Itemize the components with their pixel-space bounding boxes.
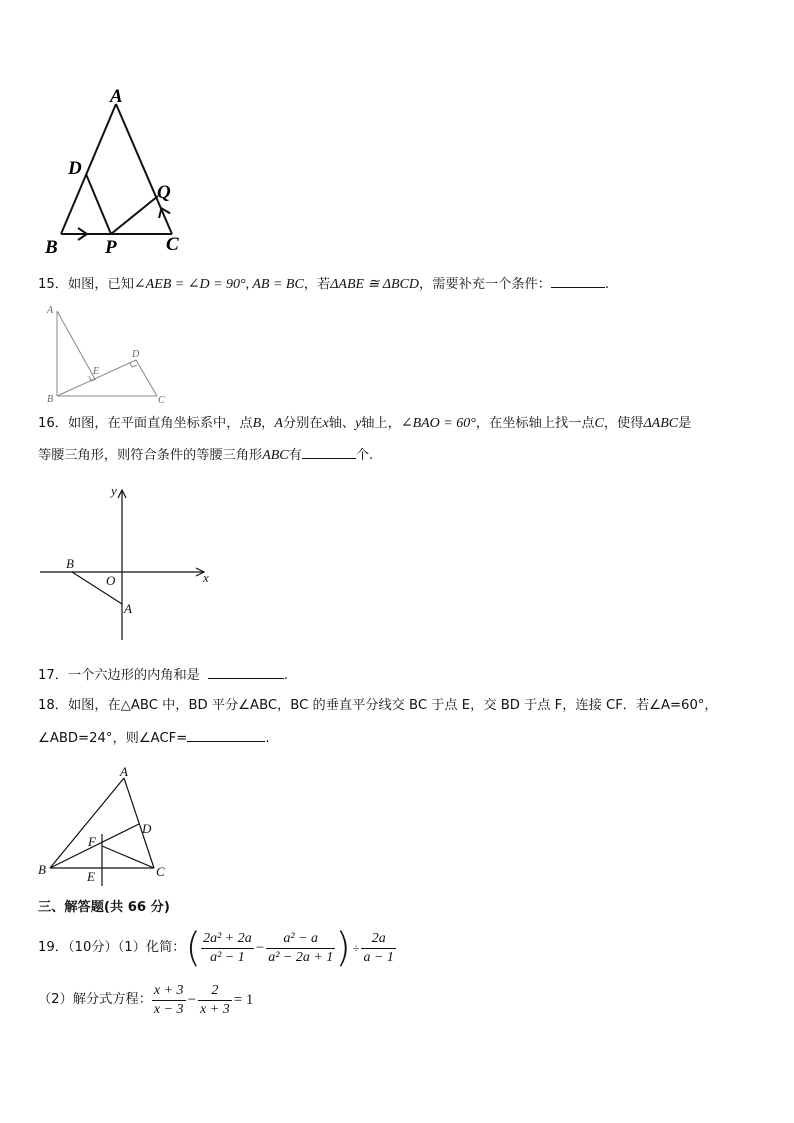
q15-math-angles: ∠AEB = ∠D = 90°, AB = BC [133, 277, 304, 292]
label-D: D [142, 821, 152, 836]
label-D: D [132, 349, 140, 360]
q18-text: ∠ABD=24°，则∠ACF= [38, 731, 188, 746]
q16-sep: ， [261, 416, 275, 431]
divide-sign: ÷ [352, 941, 360, 955]
q16-triangle: ΔABC [643, 416, 679, 431]
q16-point-B: B [252, 416, 262, 431]
question-15 [38, 274, 609, 295]
fraction-3: $\frac{2a}{a - 1}$ [363, 930, 394, 965]
q16-text: 个. [355, 448, 374, 463]
label-A: A [47, 305, 54, 316]
question-17 [38, 665, 288, 686]
label-B: B [66, 556, 74, 571]
fraction-4: $\frac{x + 3}{x - 3}$ [153, 982, 184, 1017]
label-A: A [124, 601, 132, 616]
label-F: F [88, 834, 96, 849]
label-C: C [166, 234, 179, 255]
q15-answer-blank [551, 274, 605, 288]
q16-angle: ∠BAO = 60° [400, 416, 476, 431]
question-18-line-1 [38, 696, 718, 716]
label-C: C [156, 864, 165, 879]
label-B: B [47, 394, 54, 404]
figure-q18 [36, 762, 176, 888]
q16-text: 有 [288, 448, 302, 463]
question-16-line-2 [38, 445, 373, 466]
q15-prefix: 如图，已知 [67, 277, 134, 292]
q16-point-A: A [274, 416, 283, 431]
label-B: B [38, 862, 46, 877]
q16-text: 轴上， [361, 416, 401, 431]
q16-text: 轴、 [328, 416, 356, 431]
label-E: E [87, 869, 95, 884]
fraction-2: $\frac{\text{a² − a}}{\text{a² − 2a + 1}}$ [268, 930, 334, 965]
q16-text: 如图，在平面直角坐标系中，点 [67, 416, 253, 431]
fraction-5: $\frac{2}{x + 3}$ [200, 982, 230, 1017]
label-E: E [93, 366, 100, 377]
label-D: D [68, 158, 82, 179]
minus-sign: − [187, 992, 197, 1008]
question-18-line-2 [38, 728, 270, 749]
question-16-line-1 [38, 414, 691, 434]
q15-number: 15． [38, 277, 68, 292]
equals-one: = 1 [233, 992, 254, 1008]
label-y: y [111, 483, 117, 498]
q17-end: . [283, 668, 289, 683]
q18-answer-blank [187, 728, 265, 742]
q16-number: 16． [38, 416, 68, 431]
q15-suffix: ，需要补充一个条件： [419, 277, 551, 292]
q16-text: ，在坐标轴上找一点 [475, 416, 595, 431]
label-P: P [105, 237, 117, 258]
section-heading: 三、解答题(共 66 分) [38, 900, 170, 915]
label-Q: Q [157, 182, 171, 203]
right-paren: ) [335, 925, 351, 971]
q19-prefix: 19．（10分）（1）化简： [38, 940, 186, 955]
label-A: A [120, 764, 128, 779]
q16-x-axis: x [322, 416, 329, 431]
label-C: C [158, 395, 165, 404]
figure-q15 [42, 302, 172, 404]
q15-end: . [604, 277, 610, 292]
q16-y-axis: y [355, 416, 362, 431]
question-19-part-2 [38, 978, 255, 1023]
label-x: x [203, 570, 209, 585]
fraction-1: $\frac{\text{2a² + 2a}}{\text{a² − 1}}$ [203, 930, 252, 965]
minus-sign: − [255, 940, 265, 956]
q16-text: 分别在 [282, 416, 323, 431]
label-O: O [106, 573, 116, 588]
q18-end: . [265, 731, 270, 746]
q16-point-C: C [594, 416, 604, 431]
left-paren: ( [185, 925, 202, 971]
question-19-part-1 [38, 924, 396, 973]
q15-math-congruent: ΔABE ≅ ΔBCD [330, 277, 420, 292]
q16-text: ，使得 [603, 416, 644, 431]
q19-part2-prefix: （2）解分式方程： [38, 992, 152, 1007]
q17-text: 17．一个六边形的内角和是 [38, 668, 200, 683]
q16-text: 等腰三角形，则符合条件的等腰三角形 [38, 448, 263, 463]
q16-text: 是 [678, 416, 692, 431]
q15-mid: ，若 [303, 277, 331, 292]
label-B: B [45, 237, 58, 258]
label-A: A [110, 86, 123, 107]
q18-text: 18．如图，在△ABC 中，BD 平分∠ABC，BC 的垂直平分线交 BC 于点 E，交 BD 于点 F，连接 CF．若∠A=60°， [38, 698, 718, 713]
q16-answer-blank [302, 445, 356, 459]
figure-q14-triangle [40, 86, 200, 258]
q16-triangle-name: ABC [262, 448, 289, 463]
figure-q16-coordinate [36, 482, 226, 644]
q17-answer-blank [208, 665, 284, 679]
